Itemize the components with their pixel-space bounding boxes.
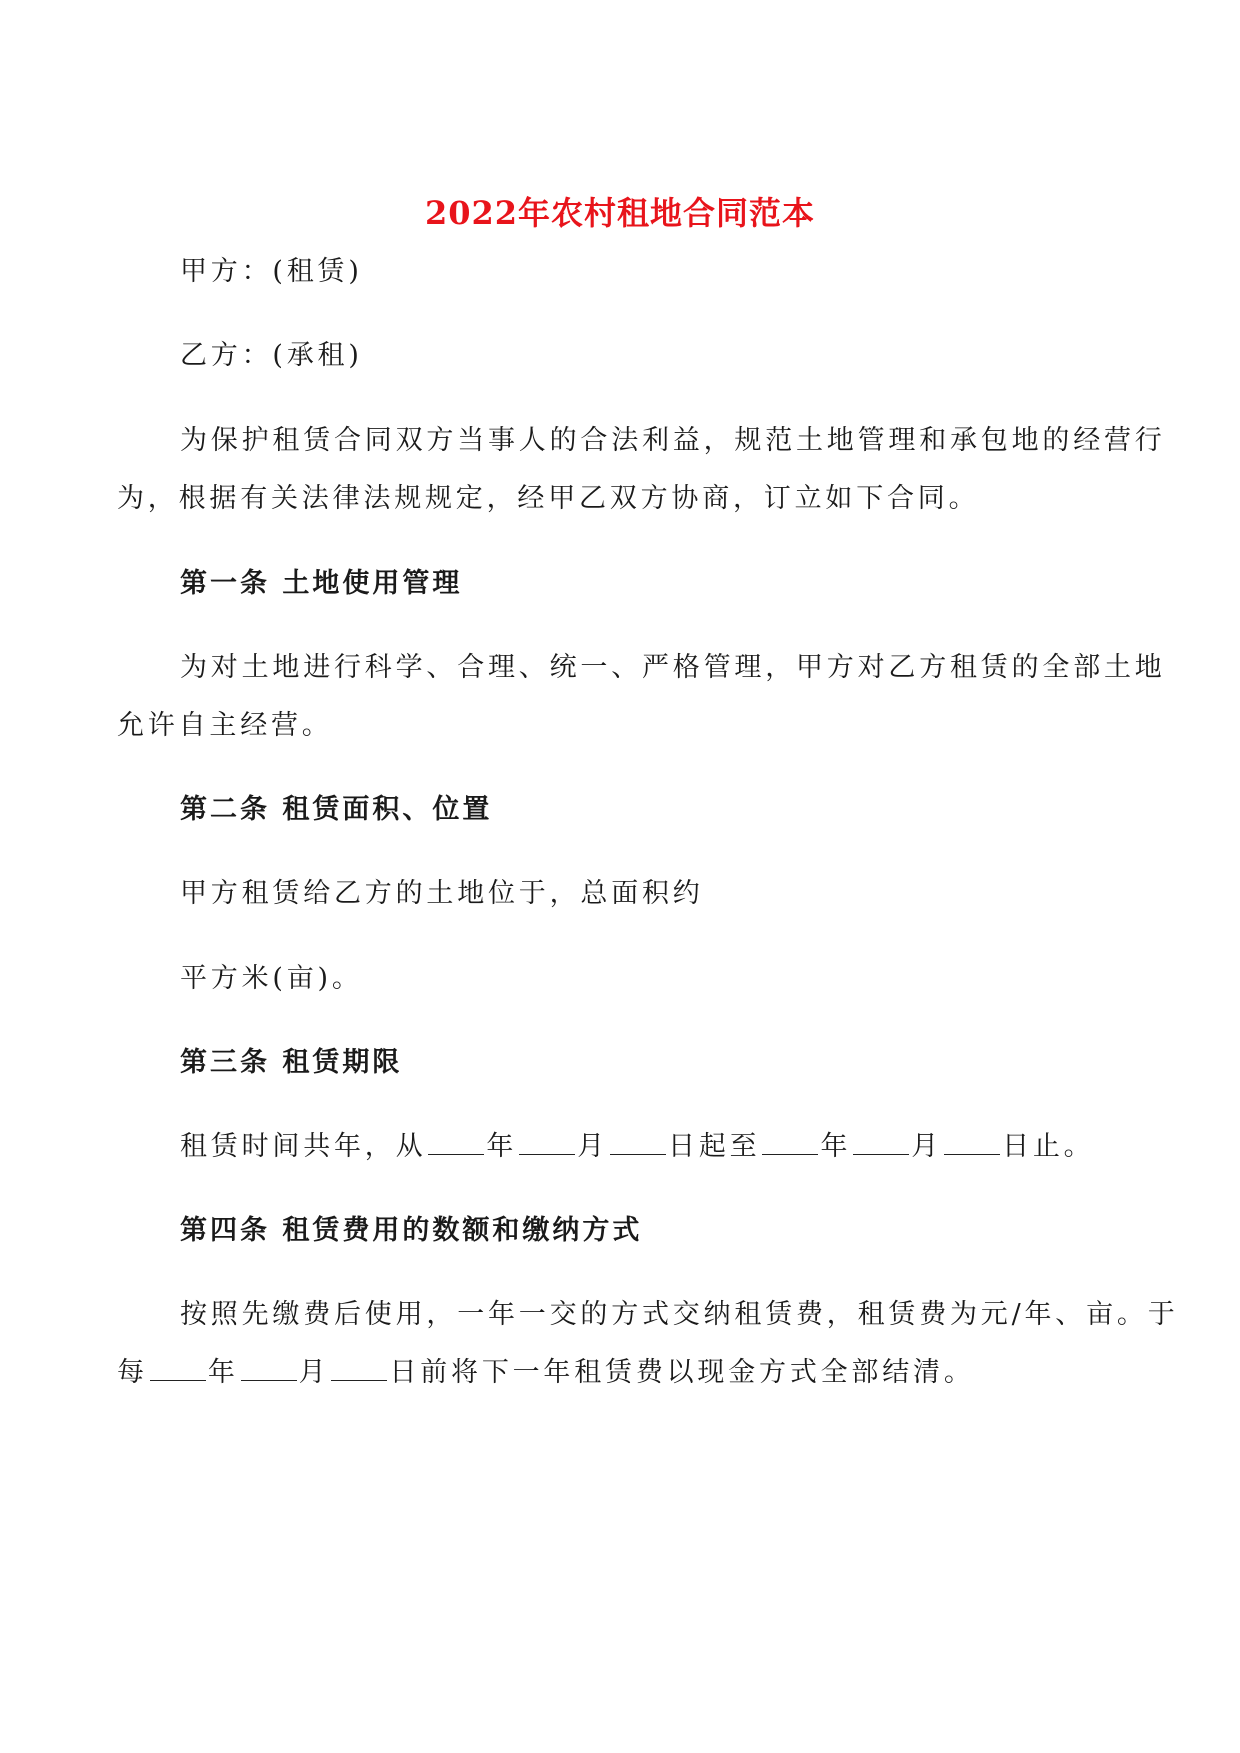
article-4-line-2 [117, 1355, 975, 1391]
intro-paragraph-line-2: 为，根据有关法律法规规定，经甲乙双方协商，订立如下合同。 [117, 483, 980, 514]
payment-month-label: 月 [298, 1357, 330, 1388]
end-day-label: 日止。 [1002, 1131, 1095, 1162]
article-2-line-1: 甲方租赁给乙方的土地位于，总面积约 [180, 878, 704, 909]
end-month-blank[interactable] [853, 1134, 909, 1155]
article-2-heading: 第二条 租赁面积、位置 [180, 794, 493, 825]
end-day-blank[interactable] [944, 1134, 1000, 1155]
end-year-blank[interactable] [762, 1134, 818, 1155]
article-1-line-2: 允许自主经营。 [117, 710, 333, 741]
article-3-term-line [180, 1129, 1094, 1165]
start-year-blank[interactable] [428, 1134, 484, 1155]
payment-month-blank[interactable] [241, 1360, 297, 1381]
payment-day-blank[interactable] [331, 1360, 387, 1381]
end-month-label: 月 [911, 1131, 943, 1162]
article-4-line-1: 按照先缴费后使用，一年一交的方式交纳租赁费，租赁费为元/年、亩。于 [180, 1299, 1179, 1330]
start-month-blank[interactable] [519, 1134, 575, 1155]
intro-paragraph-line-1: 为保护租赁合同双方当事人的合法利益，规范土地管理和承包地的经营行 [180, 425, 1166, 456]
payment-year-label: 年 [207, 1357, 239, 1388]
article-2-line-2: 平方米(亩)。 [180, 963, 363, 994]
article-4-heading: 第四条 租赁费用的数额和缴纳方式 [180, 1215, 643, 1246]
start-day-label: 日起至 [668, 1131, 761, 1162]
start-month-label: 月 [577, 1131, 609, 1162]
start-day-blank[interactable] [610, 1134, 666, 1155]
payment-prefix: 每 [117, 1357, 148, 1388]
end-year-label: 年 [820, 1131, 852, 1162]
document-title: 2022年农村租地合同范本 [424, 194, 816, 232]
article-1-heading: 第一条 土地使用管理 [180, 568, 463, 599]
term-prefix: 租赁时间共年，从 [180, 1131, 427, 1162]
party-a-line: 甲方：(租赁) [180, 256, 363, 287]
article-1-line-1: 为对土地进行科学、合理、统一、严格管理，甲方对乙方租赁的全部土地 [180, 652, 1166, 683]
article-3-heading: 第三条 租赁期限 [180, 1047, 403, 1078]
start-year-label: 年 [486, 1131, 518, 1162]
payment-year-blank[interactable] [150, 1360, 206, 1381]
payment-suffix: 日前将下一年租赁费以现金方式全部结清。 [389, 1357, 975, 1388]
party-b-line: 乙方：(承租) [180, 340, 363, 371]
